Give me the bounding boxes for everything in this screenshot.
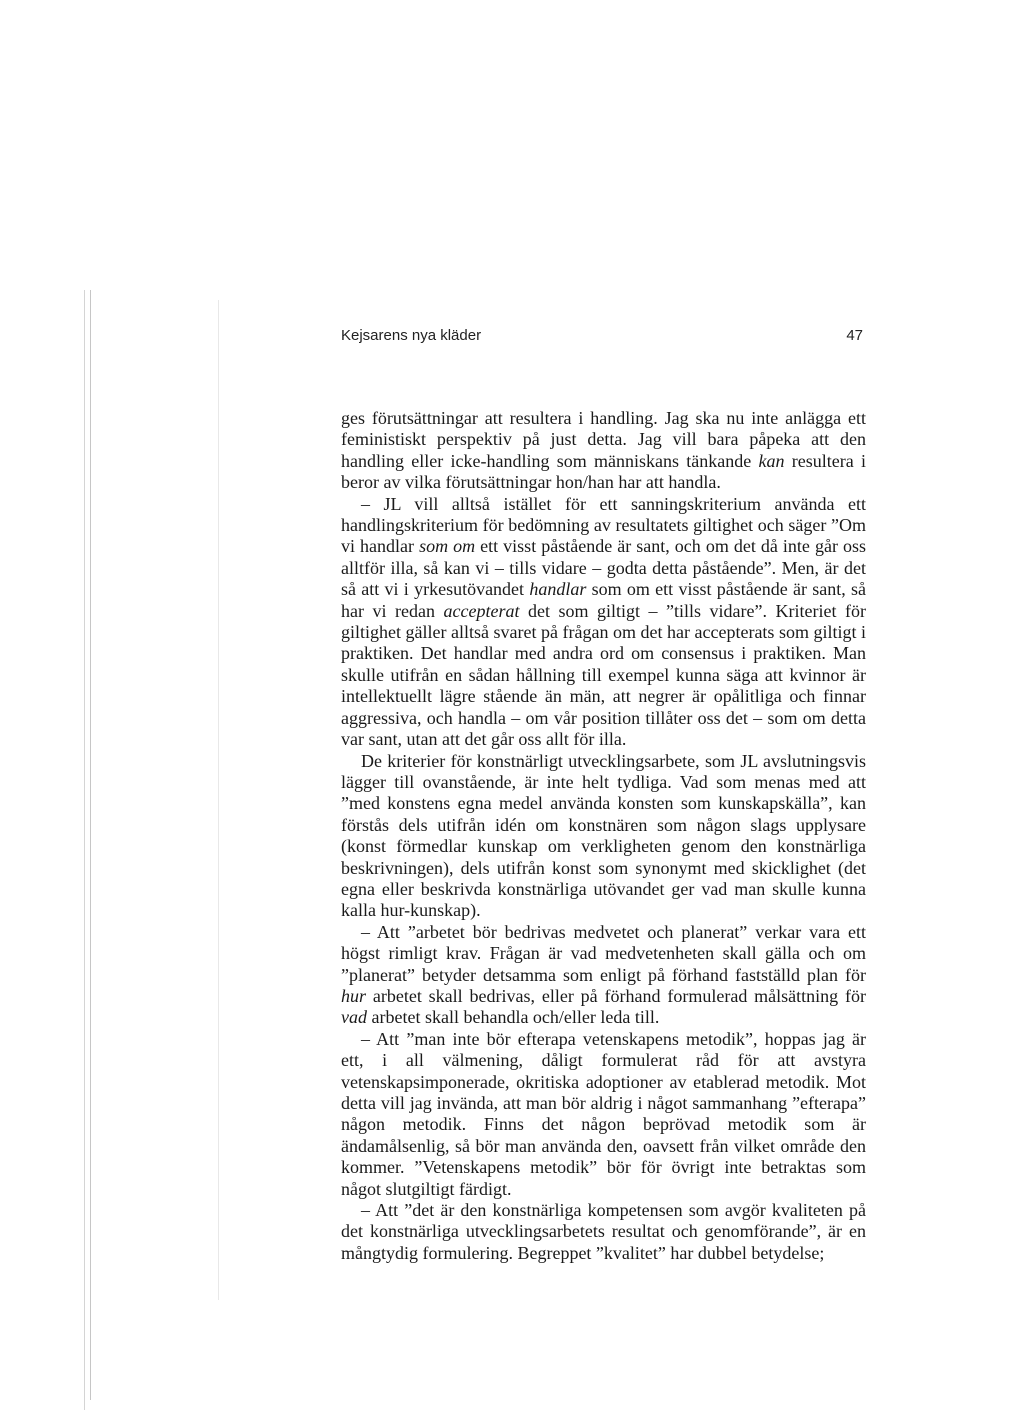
emphasized-text: som om — [419, 536, 476, 557]
text-run: – Att ”man inte bör efterapa vetenskapens metodik”, hoppas jag är ett, i all välmening, dåligt formulerat råd för att avstyra vetenskapsimponerade, okritiska adoptioner av etablerad metodik. Mot detta vill jag invända, att man bör aldrig i något sammanhang ”efterapa” någon metodik. Finns det någon beprövad metodik som är ändamålsenlig, så bör man använda den, oavsett från vilket område den kommer. ”Vetenskapens metodik” bör för övrigt inte betraktas som något slutgiltigt färdigt. — [341, 1028, 866, 1199]
scan-edge-line — [84, 290, 85, 1410]
paragraph — [341, 408, 866, 494]
text-run: det som giltigt – ”tills vidare”. Kriteriet för giltighet gäller alltså svaret på frågan om det har accepterats som giltigt i praktiken. Det handlar med andra ord om consensus i praktiken. Man skulle utifrån en sådan hållning till exempel kunna säga att kvinnor är intellektuellt lägre stående än män, att negrer är opålitliga och finnar aggressiva, och handla – om vår position tillåter oss det – som om detta var sant, utan att det går oss allt för illa. — [341, 600, 866, 750]
body-text — [341, 408, 866, 1264]
text-run: – Att ”det är den konstnärliga kompetensen som avgör kvaliteten på det konstnärliga utvecklingsarbetets resultat och genomförande”, är en mångtydig formulering. Begreppet ”kvalitet” har dubbel betydelse; — [341, 1200, 866, 1263]
paragraph — [341, 1029, 866, 1200]
paragraph — [341, 751, 866, 922]
paragraph — [341, 494, 866, 751]
text-run: resultera i beror av vilka förutsättningar hon/han har att handla. — [341, 450, 866, 493]
text-run: – JL vill alltså istället för ett sanningskriterium använda ett handlingskriterium för bedömning av resultatets giltighet och säger ”Om vi handlar — [341, 493, 866, 557]
scan-edge-line — [90, 290, 91, 1400]
running-title: Kejsarens nya kläder — [341, 327, 482, 344]
text-run: De kriterier för konstnärligt utvecklingsarbete, som JL avslutningsvis lägger till ovanstående, är inte helt tydliga. Vad som menas med att ”med konstens egna medel använda konsten som kunskapskälla”, kan förstås dels utifrån idén om konstnären som någon slags upplysare (konst förmedlar kunskap om verkligheten genom den konstnärliga beskrivningen), dels utifrån konst som synonymt med skicklighet (det egna eller beskrivda konstnärliga utövandet ger vad man skulle kunna kalla hur-kunskap). — [341, 750, 866, 921]
emphasized-text: kan — [758, 450, 785, 471]
text-run: arbetet skall behandla och/eller leda till. — [367, 1007, 660, 1028]
text-run: som om ett visst påstående är sant, så har vi redan — [341, 579, 866, 621]
text-run: arbetet skall bedrivas, eller på förhand formulerad målsättning för — [366, 985, 866, 1006]
page-number: 47 — [846, 327, 863, 344]
emphasized-text: accepterat — [443, 600, 520, 621]
emphasized-text: vad — [341, 1007, 367, 1028]
emphasized-text: handlar — [529, 579, 587, 600]
paragraph — [341, 1200, 866, 1264]
text-run: ett visst påstående är sant, och om det då inte går oss alltför illa, så kan vi – tills vidare – godta detta påstående”. Men, är det så att vi i yrkesutövandet — [341, 536, 866, 600]
paragraph — [341, 922, 866, 1029]
scan-edge-line — [218, 300, 219, 1300]
text-run: – Att ”arbetet bör bedrivas medvetet och planerat” verkar vara ett högst rimligt krav. Frågan är vad medvetenheten skall gälla och om ”planerat” betyder detsamma som enligt på förhand fastställd plan för — [341, 921, 866, 985]
text-run: ges förutsättningar att resultera i handling. Jag ska nu inte anlägga ett feministiskt perspektiv på just detta. Jag vill bara påpeka att den handling eller icke-handling som människans tänkande — [341, 408, 866, 471]
page-header — [341, 327, 863, 351]
emphasized-text: hur — [341, 985, 367, 1006]
